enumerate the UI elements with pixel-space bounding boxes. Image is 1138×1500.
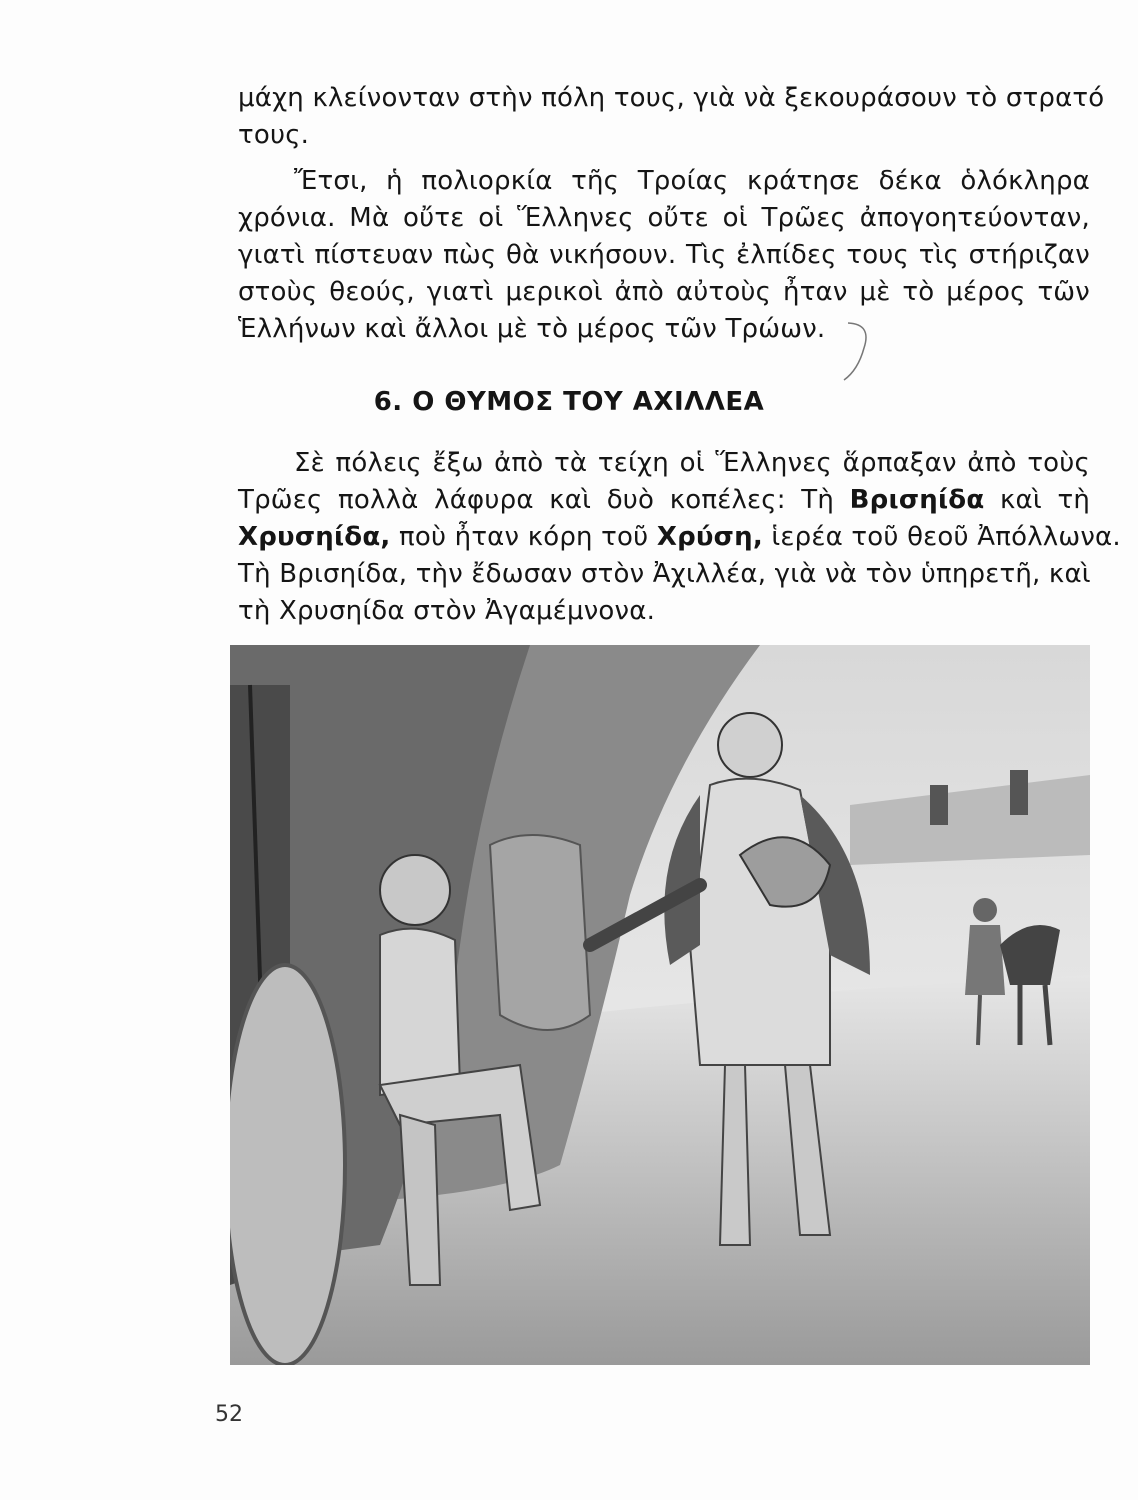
achilles-paragraph <box>238 445 1121 630</box>
siege-paragraph <box>238 163 1090 348</box>
text-line: Ἔτσι, ἡ πολιορκία τῆς Τροίας κράτησε δέκα ὁλόκληρα <box>294 166 1090 196</box>
text-line: μάχη κλείνονταν στὴν πόλη τους, γιὰ νὰ ξεκουράσουν τὸ στρατό <box>238 83 1105 113</box>
text-line: χρόνια. Μὰ οὔτε οἱ Ἕλληνες οὔτε οἱ Τρῶες ἀπογοητεύονταν, <box>238 203 1090 233</box>
text-line: Χρυσηίδα, ποὺ ἦταν κόρη τοῦ Χρύση, ἱερέα τοῦ θεοῦ Ἀπόλλωνα. <box>238 522 1121 552</box>
text-line: τὴ Χρυσηίδα στὸν Ἀγαμέμνονα. <box>238 596 656 626</box>
text-line: τους. <box>238 120 310 150</box>
text-line: Τὴ Βρισηίδα, τὴν ἔδωσαν στὸν Ἀχιλλέα, γιὰ νὰ τὸν ὑπηρετῆ, καὶ <box>238 559 1091 589</box>
achilles-tent-illustration <box>230 645 1090 1365</box>
name-chrysi: Χρύση, <box>656 522 763 552</box>
text-line: Σὲ πόλεις ἔξω ἀπὸ τὰ τείχη οἱ Ἕλληνες ἅρπαξαν ἀπὸ τοὺς <box>294 448 1090 478</box>
text-line: γιατὶ πίστευαν πὼς θὰ νικήσουν. Τὶς ἐλπίδες τους τὶς στήριζαν <box>238 240 1090 270</box>
section-heading: 6. Ο ΘΥΜΟΣ ΤΟΥ ΑΧΙΛΛΕΑ <box>373 387 765 417</box>
name-chrysida: Χρυσηίδα, <box>238 522 391 552</box>
pencil-bracket-mark <box>840 318 880 388</box>
text-line: Ἑλλήνων καὶ ἄλλοι μὲ τὸ μέρος τῶν Τρώων. <box>238 314 826 344</box>
page-number: 52 <box>215 1402 243 1427</box>
top-paragraph <box>238 80 1105 154</box>
name-vrisida: Βρισηίδα <box>849 485 985 515</box>
text-line: Τρῶες πολλὰ λάφυρα καὶ δυὸ κοπέλες: Τὴ Βρισηίδα καὶ τὴ <box>238 485 1090 515</box>
text-line: στοὺς θεούς, γιατὶ μερικοὶ ἀπὸ αὐτοὺς ἦταν μὲ τὸ μέρος τῶν <box>238 277 1090 307</box>
